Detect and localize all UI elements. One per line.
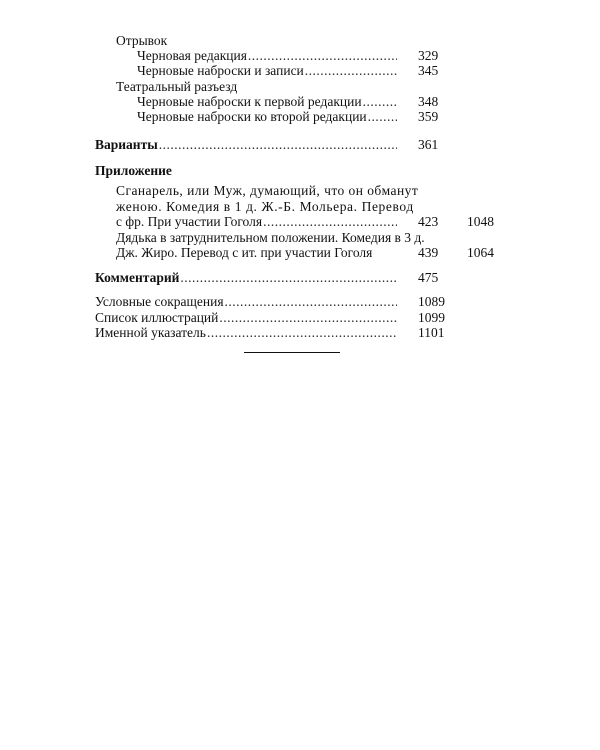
toc-heading-theatre: Театральный разъезд [116,79,238,94]
leader-dots [180,270,397,286]
toc-entry-illustrations[interactable] [95,310,397,326]
toc-entry-abbreviations[interactable] [95,294,397,310]
end-rule [244,352,340,353]
toc-entry-label: Черновые наброски к первой редакции [137,94,362,109]
toc-entry-uncle-line1[interactable]: Дядька в затруднительном положении. Комедия в 3 д. [116,230,425,245]
toc-entry-page: 423 [418,214,439,229]
toc-entry-sganarelle[interactable] [116,214,397,230]
toc-entry-uncle-line2[interactable]: Дж. Жиро. Перевод с ит. при участии Гоголя [116,245,373,260]
leader-dots [159,137,397,153]
toc-entry-fragment-draft[interactable] [137,48,397,64]
toc-entry-page: 475 [418,270,439,285]
leader-dots [305,63,397,79]
toc-entry-fragment-notes[interactable] [137,63,397,79]
leader-dots [368,109,397,125]
toc-entry-label: Варианты [95,137,158,152]
toc-entry-page: 1101 [418,325,445,340]
leader-dots [219,310,397,326]
toc-entry-label: Черновые наброски ко второй редакции [137,109,367,124]
toc-entry-theatre-second[interactable] [137,109,397,125]
toc-entry-sganarelle-line1[interactable]: Сганарель, или Муж, думающий, что он обманут [116,183,419,198]
toc-entry-sganarelle-line2[interactable]: женою. Комедия в 1 д. Ж.-Б. Мольера. Перевод [116,199,414,214]
toc-entry-label: Список иллюстраций [95,310,219,325]
toc-entry-theatre-first[interactable] [137,94,397,110]
toc-entry-page: 329 [418,48,439,63]
toc-heading-fragment: Отрывок [116,33,168,48]
leader-dots [207,325,397,341]
leader-dots [225,294,397,310]
toc-entry-page: 359 [418,109,439,124]
leader-dots [248,48,397,64]
toc-entry-comment-page: 1048 [467,214,494,229]
toc-entry-label: Черновая редакция [137,48,247,63]
toc-entry-commentary[interactable] [95,270,397,286]
toc-entry-page: 1089 [418,294,445,309]
toc-entry-label: Черновые наброски и записи [137,63,304,78]
toc-entry-page: 439 [418,245,439,260]
leader-dots [363,94,397,110]
toc-heading-appendix: Приложение [95,163,172,178]
toc-entry-comment-page: 1064 [467,245,494,260]
toc-entry-page: 361 [418,137,439,152]
toc-entry-page: 345 [418,63,439,78]
toc-entry-page: 1099 [418,310,445,325]
toc-entry-name-index[interactable] [95,325,397,341]
toc-entry-page: 348 [418,94,439,109]
toc-entry-label: Именной указатель [95,325,206,340]
toc-entry-variants[interactable] [95,137,397,153]
toc-entry-label: Комментарий [95,270,180,285]
leader-dots [263,214,397,230]
toc-entry-label: Условные сокращения [95,294,224,309]
toc-entry-label: с фр. При участии Гоголя [116,214,263,229]
